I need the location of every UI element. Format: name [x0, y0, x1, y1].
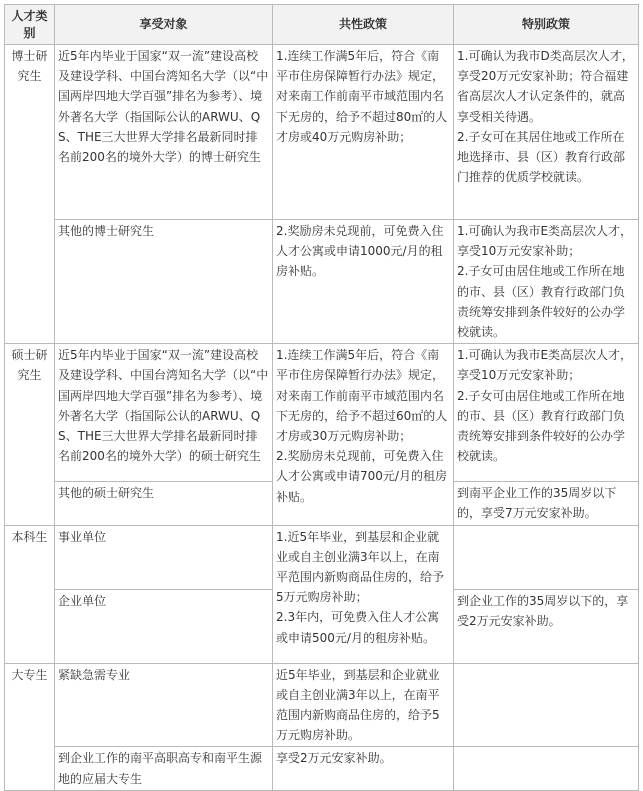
bachelor-row-1 [5, 525, 639, 589]
phd-special-2: 1.可确认为我市E类高层次人才，享受10万元安家补助； 2.子女可由居住地或工作所在地的市、县（区）教育行政部门负责统筹安排到条件较好的公办学校就读。 [454, 220, 639, 344]
phd-row-1 [5, 45, 639, 220]
phd-common-2: 2.奖励房未兑现前，可免费入住人才公寓或申请1000元/月的租房补贴。 [273, 220, 454, 344]
college-special-2 [454, 747, 639, 790]
phd-category: 博士研究生 [5, 45, 55, 344]
header-common: 共性政策 [273, 5, 454, 45]
header-target: 享受对象 [55, 5, 273, 45]
phd-row-2 [5, 220, 639, 344]
master-target-2: 其他的硕士研究生 [55, 482, 273, 525]
bachelor-target-2: 企业单位 [55, 589, 273, 663]
phd-target-2: 其他的博士研究生 [55, 220, 273, 344]
bachelor-special-2: 到企业工作的35周岁以下的，享受2万元安家补助。 [454, 589, 639, 663]
header-special: 特别政策 [454, 5, 639, 45]
header-category: 人才类别 [5, 5, 55, 45]
bachelor-category: 本科生 [5, 525, 55, 663]
policy-table [4, 4, 639, 791]
college-target-2: 到企业工作的南平高职高专和南平生源地的应届大专生 [55, 747, 273, 790]
master-category: 硕士研究生 [5, 344, 55, 525]
master-common: 1.连续工作满5年后，符合《南平市住房保障暂行办法》规定，对来南工作前南平市域范围内名下无房的，给予不超过60㎡的人才房或30万元购房补助； 2.奖励房未兑现前，可免费入住人才公寓或申请700元/月的租房补贴。 [273, 344, 454, 525]
college-target-1: 紧缺急需专业 [55, 663, 273, 747]
bachelor-special-1 [454, 525, 639, 589]
phd-common-1: 1.连续工作满5年后，符合《南平市住房保障暂行办法》规定，对来南工作前南平市域范围内名下无房的，给予不超过80㎡的人才房或40万元购房补助； [273, 45, 454, 220]
master-target-1: 近5年内毕业于国家“双一流”建设高校及建设学科、中国台湾知名大学（以“中国两岸四地大学百强”排名为参考）、境外著名大学（指国际公认的ARWU、QS、THE三大世界大学排名最新同时排名前200名的境外大学）的硕士研究生 [55, 344, 273, 482]
master-special-1: 1.可确认为我市E类高层次人才，享受10万元安家补助； 2.子女可由居住地或工作所在地的市、县（区）教育行政部门负责统筹安排到条件较好的公办学校就读。 [454, 344, 639, 482]
college-common-1: 近5年毕业，到基层和企业就业或自主创业满3年以上，在南平范围内新购商品住房的，给予5万元购房补助。 [273, 663, 454, 747]
bachelor-common: 1.近5年毕业，到基层和企业就业或自主创业满3年以上，在南平范围内新购商品住房的，给予5万元购房补助； 2.3年内，可免费入住人才公寓或申请500元/月的租房补贴。 [273, 525, 454, 663]
phd-target-1: 近5年内毕业于国家“双一流”建设高校及建设学科、中国台湾知名大学（以“中国两岸四地大学百强”排名为参考）、境外著名大学（指国际公认的ARWU、QS、THE三大世界大学排名最新同时排名前200名的境外大学）的博士研究生 [55, 45, 273, 220]
header-row [5, 5, 639, 45]
college-common-2: 享受2万元安家补助。 [273, 747, 454, 790]
master-special-2: 到南平企业工作的35周岁以下的，享受7万元安家补助。 [454, 482, 639, 525]
master-row-1 [5, 344, 639, 482]
college-category: 大专生 [5, 663, 55, 790]
bachelor-target-1: 事业单位 [55, 525, 273, 589]
college-row-2 [5, 747, 639, 790]
phd-special-1: 1.可确认为我市D类高层次人才，享受20万元安家补助；符合福建省高层次人才认定条件的，就高享受相关待遇。 2.子女可在其居住地或工作所在地选择市、县（区）教育行政部门推荐的优质学校就读。 [454, 45, 639, 220]
college-special-1 [454, 663, 639, 747]
college-row-1 [5, 663, 639, 747]
